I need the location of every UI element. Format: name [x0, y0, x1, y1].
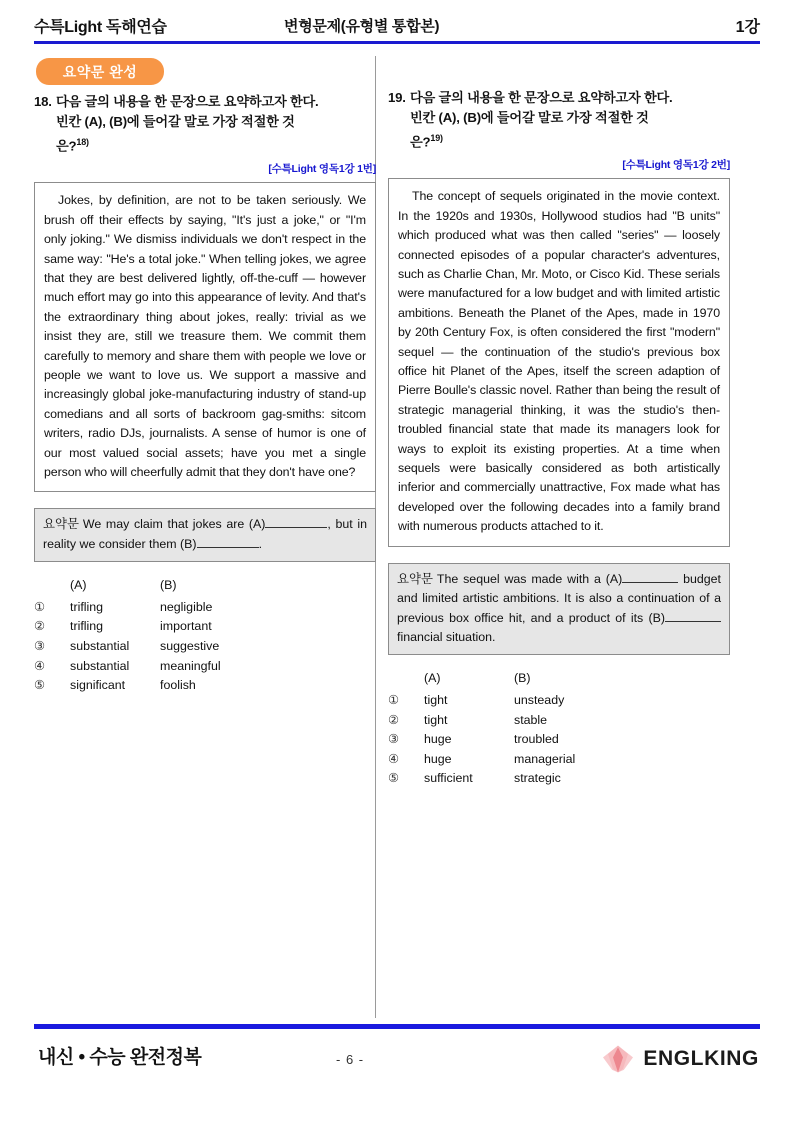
brand-name: ENGLKING — [643, 1047, 759, 1070]
choice-marker: ⑤ — [388, 771, 400, 786]
question-block-18 — [34, 92, 376, 696]
choice-value-b: troubled — [514, 732, 559, 747]
question-number-19: 19. — [388, 90, 406, 105]
question-stem-line-1: 다음 글의 내용을 한 문장으로 요약하고자 한다. — [410, 90, 673, 105]
choice-option-1-19[interactable] — [388, 691, 730, 711]
choice-option-4-18[interactable] — [34, 657, 376, 677]
header-lesson-label: 1강 — [735, 19, 760, 36]
choice-value-b: stable — [514, 712, 548, 727]
page-header — [34, 14, 760, 40]
summary-label-18: 요약문 — [43, 517, 79, 532]
choice-header-18 — [34, 576, 376, 596]
choice-value-a: tight — [424, 712, 448, 727]
choice-header-19 — [388, 669, 730, 689]
choice-value-b: unsteady — [514, 692, 565, 707]
summary-label-19: 요약문 — [397, 571, 433, 586]
question-stem-line-3: 은?$^{19)}$ — [410, 133, 443, 150]
summary-blank-a-18 — [265, 527, 327, 528]
choice-value-a: sufficient — [424, 771, 473, 786]
passage-box-19 — [388, 178, 730, 546]
summary-text-part1-18: We may claim that jokes are (A) — [82, 517, 266, 532]
choice-marker: ③ — [388, 732, 400, 747]
choice-value-a: significant — [70, 678, 126, 693]
summary-blank-a-19 — [622, 582, 678, 583]
choice-value-b: managerial — [514, 751, 576, 766]
choice-header-a-18: (A) — [70, 578, 87, 593]
summary-text-part3-18: . — [258, 536, 263, 551]
passage-box-18 — [34, 182, 376, 492]
passage-text-18: Jokes, by definition, are not to be taken seriously. We brush off their effects by saying, "It's just a joke," or "I'm only joking." We dismiss individuals we don't respect in the same way: "He's a total joke." When telling jokes, we agree that they are best delivered lightly, off-the-cuff — however much effort may go into this appearance of levity. And that's the extraordinary thing about jokes, really: trivial as we insist they are, still we treasure them. We commit them carefully to memory and share them with people we love or people we want to love us. We support a massive and increasingly global joke-manufacturing industry of stand-up comedians and all sorts of backroom gag-smiths: sitcom writers, radio DJs, journalists. A sense of humor is one of our most valued social assets; have you met a single person who will cheerfully admit that they don't have one? — [44, 193, 366, 480]
choice-header-b-19: (B) — [514, 671, 531, 686]
question-marker-18: 18) — [76, 137, 89, 147]
choice-marker: ① — [34, 599, 46, 614]
footer-slogan: 내신 • 수능 완전정복 — [38, 1047, 202, 1068]
choice-marker: ③ — [34, 639, 46, 654]
choice-option-3-18[interactable] — [34, 637, 376, 657]
choice-option-3-19[interactable] — [388, 730, 730, 750]
source-tag-19: [수특Light 영독1강 2번] — [622, 159, 730, 172]
summary-box-19 — [388, 563, 730, 656]
choice-value-b: meaningful — [160, 658, 221, 673]
choice-value-a: substantial — [70, 639, 130, 654]
choice-value-b: important — [160, 619, 212, 634]
question-stem-text-18 — [34, 92, 376, 156]
section-badge — [36, 58, 164, 85]
footer-rule — [34, 1024, 760, 1029]
header-subject-title: 변형문제(유형별 통합본) — [284, 18, 440, 35]
choice-value-b: suggestive — [160, 639, 220, 654]
question-stem-line-2: 빈칸 (A), (B)에 들어갈 말로 가장 적절한 것 — [410, 110, 649, 125]
choice-marker: ② — [388, 712, 400, 727]
question-stem-line-2: 빈칸 (A), (B)에 들어갈 말로 가장 적절한 것 — [56, 114, 295, 129]
choice-value-a: trifling — [70, 599, 104, 614]
choice-option-5-18[interactable] — [34, 676, 376, 696]
choice-option-4-19[interactable] — [388, 750, 730, 770]
summary-text-part2-18: , but in reality we consider them (B) — [43, 517, 367, 551]
choice-header-a-19: (A) — [424, 671, 441, 686]
choice-marker: ② — [34, 619, 46, 634]
choice-marker: ⑤ — [34, 678, 46, 693]
choice-header-b-18: (B) — [160, 578, 177, 593]
choice-value-a: tight — [424, 692, 448, 707]
summary-text-part1-19: The sequel was made with a (A) — [436, 571, 623, 586]
choice-value-b: strategic — [514, 771, 561, 786]
footer-page-number: - 6 - — [336, 1052, 365, 1067]
question-stem-text-19 — [388, 88, 730, 152]
question-number-18: 18. — [34, 94, 52, 109]
flower-icon — [601, 1044, 635, 1074]
question-marker-19: 19) — [430, 133, 443, 143]
choice-value-a: substantial — [70, 658, 130, 673]
question-stem-line-1: 다음 글의 내용을 한 문장으로 요약하고자 한다. — [56, 94, 319, 109]
header-rule — [34, 41, 760, 44]
choice-value-b: foolish — [160, 678, 196, 693]
summary-text-part2-19: budget and limited artistic ambitions. It is also a continuation of a previous box office hit, and a product of its (B) — [397, 571, 721, 625]
choice-option-1-18[interactable] — [34, 598, 376, 618]
summary-box-18 — [34, 508, 376, 562]
choice-marker: ④ — [388, 751, 400, 766]
summary-text-part3-19: financial situation. — [397, 629, 496, 644]
summary-blank-b-19 — [665, 621, 721, 622]
choice-option-2-19[interactable] — [388, 711, 730, 731]
summary-blank-b-18 — [197, 547, 259, 548]
choice-value-a: huge — [424, 732, 452, 747]
choice-marker: ④ — [34, 658, 46, 673]
question-stem-line-3: 은?$^{18)}$ — [56, 137, 89, 154]
choice-value-b: negligible — [160, 599, 213, 614]
section-badge-label: 요약문 완성 — [62, 63, 138, 80]
question-block-19 — [388, 88, 730, 789]
choice-option-2-18[interactable] — [34, 617, 376, 637]
choice-list-19 — [388, 669, 730, 789]
choice-value-a: huge — [424, 751, 452, 766]
choice-list-18 — [34, 576, 376, 696]
source-tag-18: [수특Light 영독1강 1번] — [268, 163, 376, 176]
header-book-title: 수특Light 독해연습 — [34, 19, 167, 36]
choice-option-5-19[interactable] — [388, 769, 730, 789]
choice-marker: ① — [388, 692, 400, 707]
brand-logo — [601, 1044, 759, 1074]
passage-text-19: The concept of sequels originated in the movie context. In the 1920s and 1930s, Hollywood studios had "B units" which produced what was then called "series" — loosely connected episodes of a popular character's adventures, such as Charlie Chan, Mr. Moto, or Cisco Kid. These serials were manufactured for a low budget and with limited artistic ambitions. Beneath the Planet of the Apes, made in 1970 by 20th Century Fox, is often considered the first "modern" sequel — the continuation of the studio's previous box office hit Planet of the Apes, itself the screen adaption of Pierre Boulle's classic novel. Rather than being the result of strategic managerial thinking, it was the studio's then-troubled financial state that made its managers look for ways to exploit its existing properties. At a time when sequels were basically considered as both artistically inferior and commercially unattractive, Fox made what has developed over the following decades into a family brand with numerous products attached to it. — [398, 189, 720, 534]
choice-value-a: trifling — [70, 619, 104, 634]
